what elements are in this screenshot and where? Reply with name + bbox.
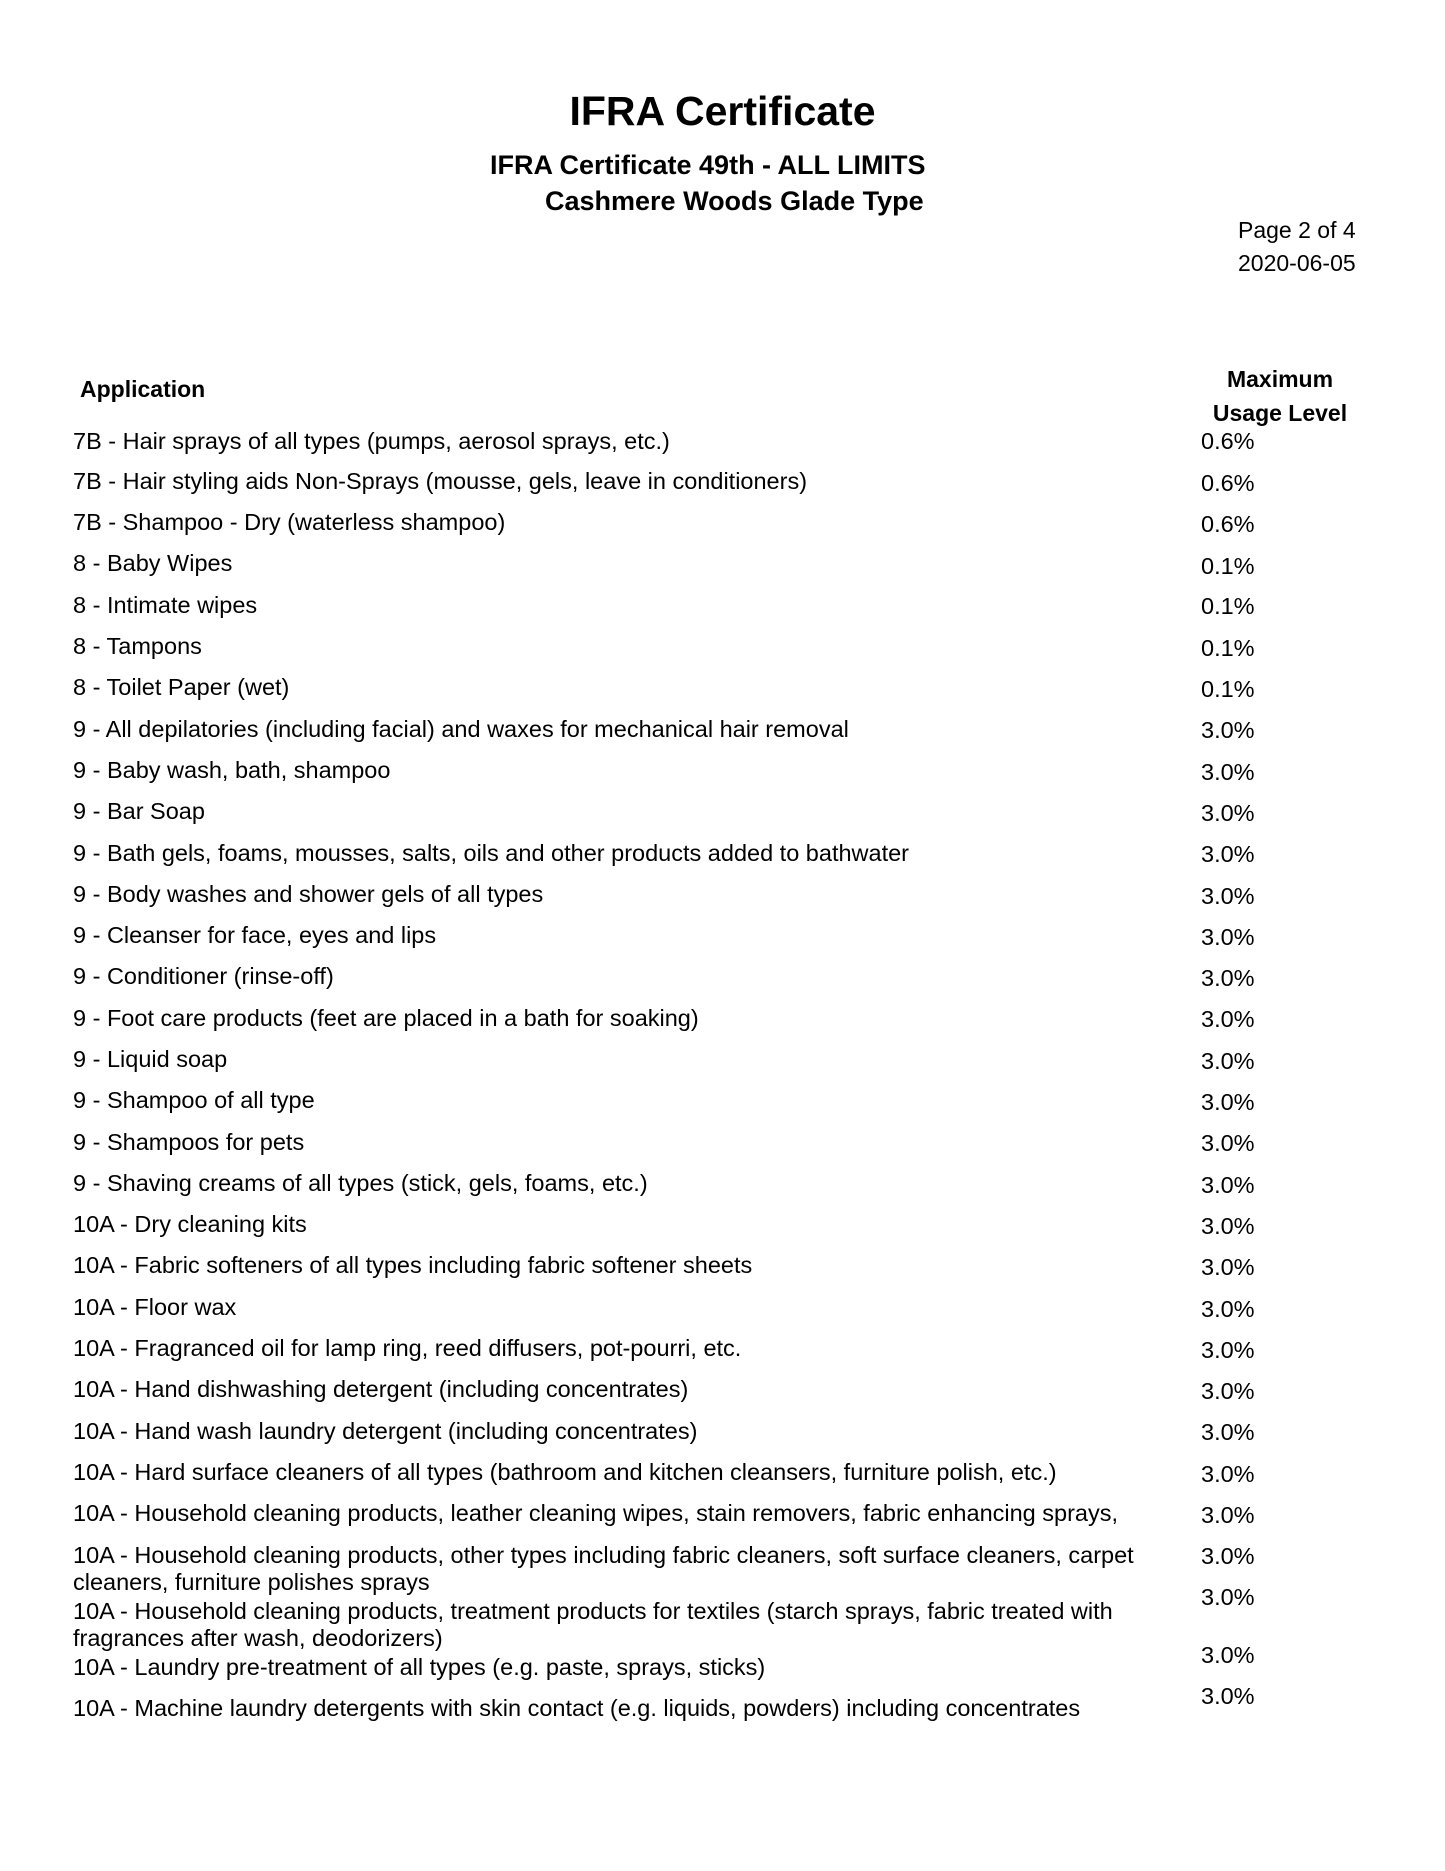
table-row-application: 9 - Shampoos for pets (73, 1129, 305, 1155)
table-row-level: 3.0% (1201, 924, 1255, 950)
table-row-level: 0.6% (1201, 511, 1255, 537)
table-row-level: 3.0% (1201, 1296, 1255, 1322)
table-row-level: 3.0% (1201, 965, 1255, 991)
table-row-level: 3.0% (1201, 1048, 1255, 1074)
table-row-application: 9 - Body washes and shower gels of all types (73, 881, 544, 907)
table-row-application: 8 - Baby Wipes (73, 550, 233, 576)
table-row-application: 8 - Intimate wipes (73, 592, 258, 618)
table-row-application: 7B - Hair styling aids Non-Sprays (mousse, gels, leave in conditioners) (73, 468, 808, 494)
table-row-level: 3.0% (1201, 1006, 1255, 1032)
table-row-level: 3.0% (1201, 1172, 1255, 1198)
table-row-level: 3.0% (1201, 1213, 1255, 1239)
page-number: Page 2 of 4 (1238, 217, 1356, 243)
table-row-level: 0.1% (1201, 593, 1255, 619)
table-row-level: 0.1% (1201, 553, 1255, 579)
table-row-level: 0.6% (1201, 428, 1255, 454)
certificate-subtitle: IFRA Certificate 49th - ALL LIMITS (490, 150, 926, 180)
table-row-level: 3.0% (1201, 1502, 1255, 1528)
table-row-level: 3.0% (1201, 841, 1255, 867)
table-row-level: 3.0% (1201, 1130, 1255, 1156)
table-row-level: 3.0% (1201, 800, 1255, 826)
table-row-application: 10A - Hand wash laundry detergent (including concentrates) (73, 1418, 698, 1444)
table-row-application: 10A - Floor wax (73, 1294, 237, 1320)
column-header-max-usage: Maximum Usage Level (1212, 366, 1348, 426)
table-row-application: 9 - Baby wash, bath, shampoo (73, 757, 391, 783)
table-row-application: 10A - Household cleaning products, treatment products for textiles (starch sprays, fabric treated with fragrances after wash, deodorizers) (73, 1598, 1113, 1651)
table-row-application: 7B - Hair sprays of all types (pumps, aerosol sprays, etc.) (73, 428, 670, 454)
table-row-application: 10A - Household cleaning products, leather cleaning wipes, stain removers, fabric enhancing sprays, (73, 1500, 1119, 1526)
table-row-application: 9 - Conditioner (rinse-off) (73, 963, 334, 989)
table-row-level: 3.0% (1201, 717, 1255, 743)
table-row-application: 10A - Machine laundry detergents with skin contact (e.g. liquids, powders) including concentrates (73, 1695, 1081, 1721)
table-row-level: 3.0% (1201, 1419, 1255, 1445)
table-row-application: 9 - Bar Soap (73, 798, 205, 824)
table-row-application: 10A - Dry cleaning kits (73, 1211, 307, 1237)
table-row-application: 9 - Liquid soap (73, 1046, 228, 1072)
table-row-level: 3.0% (1201, 1543, 1255, 1569)
page-title: IFRA Certificate (569, 88, 876, 134)
table-row-level: 3.0% (1201, 1461, 1255, 1487)
table-row-application: 7B - Shampoo - Dry (waterless shampoo) (73, 509, 506, 535)
table-row-level: 3.0% (1201, 1683, 1255, 1709)
table-row-level: 3.0% (1201, 1642, 1255, 1668)
table-row-level: 3.0% (1201, 883, 1255, 909)
table-row-level: 3.0% (1201, 1584, 1255, 1610)
table-row-level: 3.0% (1201, 1378, 1255, 1404)
table-row-application: 9 - All depilatories (including facial) and waxes for mechanical hair removal (73, 716, 849, 742)
table-row-level: 3.0% (1201, 1254, 1255, 1280)
table-row-application: 9 - Cleanser for face, eyes and lips (73, 922, 437, 948)
table-row-application: 10A - Hard surface cleaners of all types (bathroom and kitchen cleansers, furniture polish, etc.) (73, 1459, 1057, 1485)
table-row-application: 9 - Shampoo of all type (73, 1087, 315, 1113)
table-row-application: 10A - Fragranced oil for lamp ring, reed diffusers, pot-pourri, etc. (73, 1335, 742, 1361)
table-row-application: 9 - Foot care products (feet are placed in a bath for soaking) (73, 1005, 699, 1031)
table-row-application: 9 - Shaving creams of all types (stick, gels, foams, etc.) (73, 1170, 648, 1196)
column-header-application: Application (80, 376, 206, 402)
table-row-level: 0.6% (1201, 470, 1255, 496)
table-row-level: 3.0% (1201, 1337, 1255, 1363)
table-row-application: 9 - Bath gels, foams, mousses, salts, oils and other products added to bathwater (73, 840, 910, 866)
table-row-application: 8 - Toilet Paper (wet) (73, 674, 290, 700)
table-row-application: 10A - Hand dishwashing detergent (including concentrates) (73, 1376, 689, 1402)
table-row-application: 10A - Fabric softeners of all types including fabric softener sheets (73, 1252, 753, 1278)
table-row-application: 10A - Household cleaning products, other types including fabric cleaners, soft surface cleaners, carpet cleaners, furniture polishes sprays (73, 1542, 1134, 1595)
table-row-level: 3.0% (1201, 759, 1255, 785)
table-row-level: 0.1% (1201, 676, 1255, 702)
table-row-application: 8 - Tampons (73, 633, 202, 659)
table-row-application: 10A - Laundry pre-treatment of all types (e.g. paste, sprays, sticks) (73, 1654, 766, 1680)
table-row-level: 0.1% (1201, 635, 1255, 661)
document-date: 2020-06-05 (1238, 250, 1356, 276)
product-name: Cashmere Woods Glade Type (545, 186, 924, 216)
table-row-level: 3.0% (1201, 1089, 1255, 1115)
